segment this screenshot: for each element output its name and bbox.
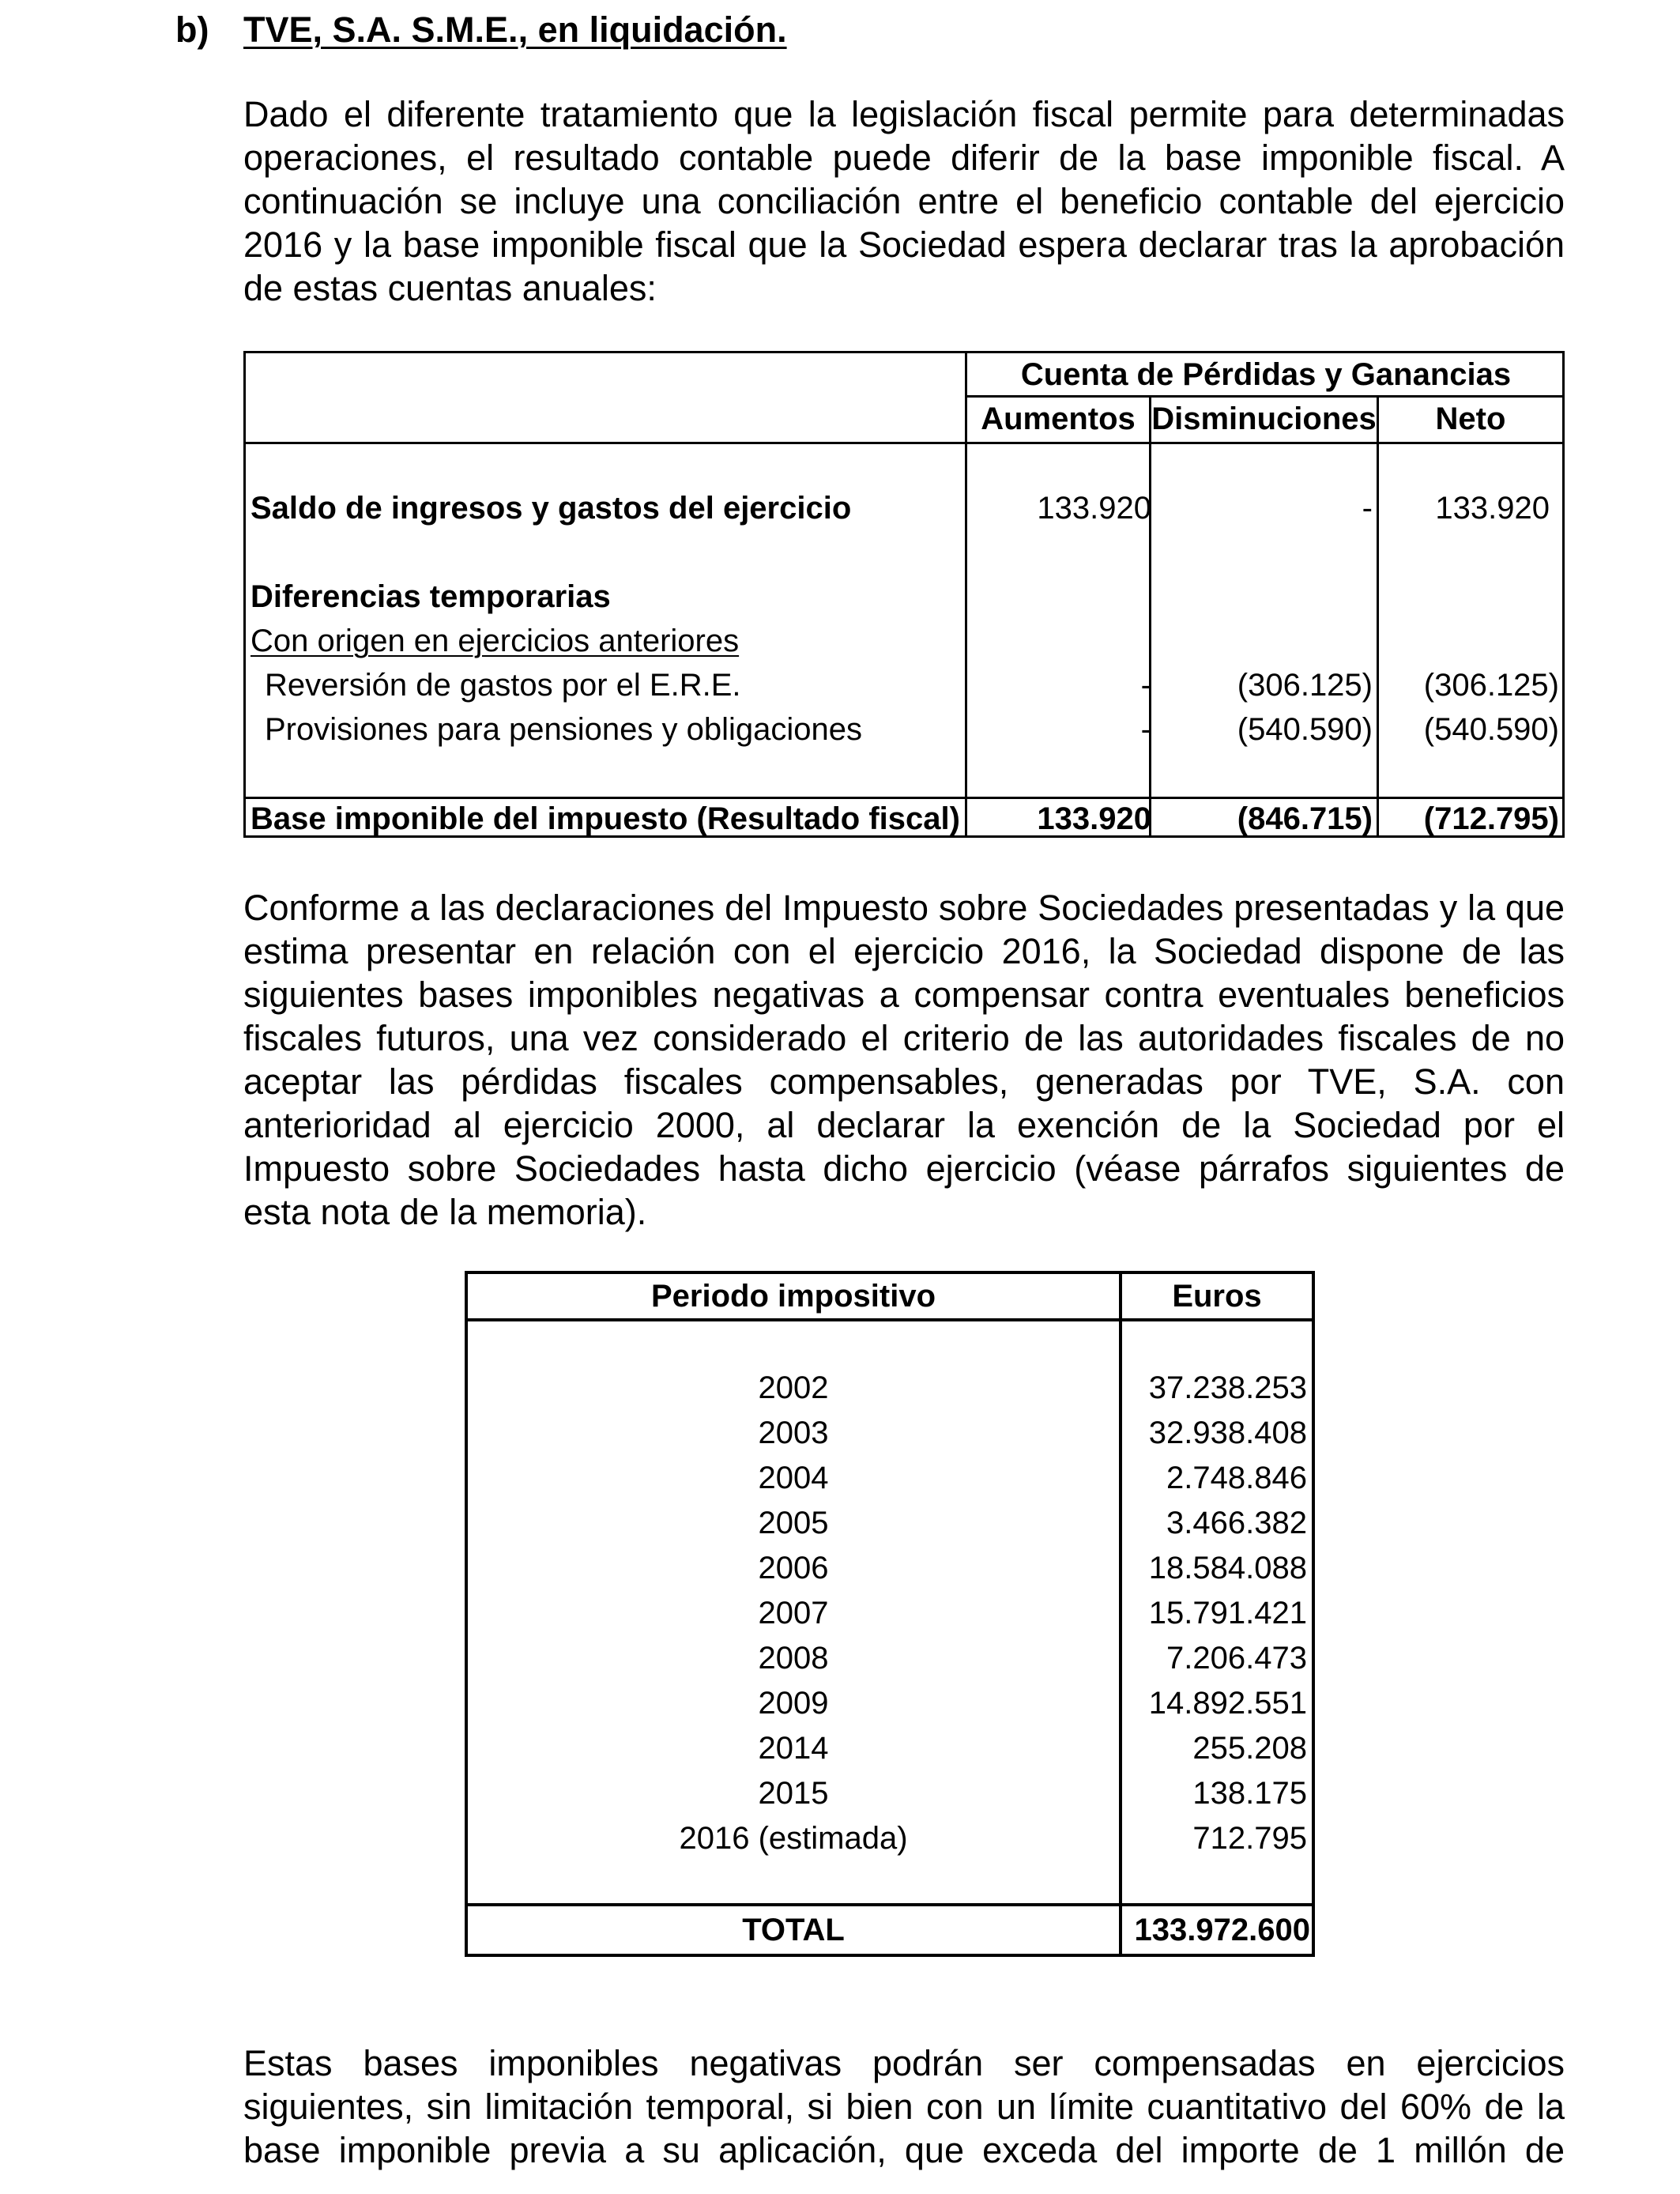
detail-row-disminuciones: (540.590) [1237, 712, 1373, 747]
total-neto: (712.795) [1423, 801, 1559, 836]
column-header-disminuciones: Disminuciones [1151, 401, 1377, 436]
detail-row-aumentos: - [1140, 668, 1151, 703]
diferencias-label: Diferencias temporarias [250, 579, 611, 614]
period-cell: 2005 [758, 1506, 829, 1540]
saldo-neto: 133.920 [1435, 491, 1550, 526]
table-divider [468, 1903, 1312, 1906]
euros-cell: 138.175 [1192, 1776, 1307, 1811]
total-aumentos: 133.920 [1037, 801, 1151, 836]
period-cell: 2014 [758, 1731, 829, 1766]
column-header-neto: Neto [1435, 401, 1506, 436]
section-letter: b) [175, 9, 209, 50]
total-euros: 133.972.600 [1134, 1913, 1310, 1947]
period-cell: 2015 [758, 1776, 829, 1811]
period-cell: 2009 [758, 1686, 829, 1721]
detail-row-aumentos: - [1140, 712, 1151, 747]
period-cell: 2003 [758, 1416, 829, 1450]
period-cell: 2004 [758, 1461, 829, 1495]
euros-cell: 3.466.382 [1166, 1506, 1307, 1540]
euros-cell: 255.208 [1192, 1731, 1307, 1766]
detail-row-label: Reversión de gastos por el E.R.E. [265, 668, 741, 703]
saldo-disminuciones: - [1362, 491, 1373, 526]
euros-cell: 37.238.253 [1148, 1370, 1307, 1405]
euros-cell: 32.938.408 [1148, 1416, 1307, 1450]
table-divider [246, 442, 1562, 444]
origen-label: Con origen en ejercicios anteriores [250, 624, 740, 658]
column-header-aumentos: Aumentos [981, 401, 1136, 436]
table-divider [1149, 398, 1151, 835]
period-cell: 2002 [758, 1370, 829, 1405]
euros-cell: 18.584.088 [1148, 1551, 1307, 1585]
detail-row-neto: (540.590) [1423, 712, 1559, 747]
group-header: Cuenta de Pérdidas y Ganancias [1020, 357, 1512, 392]
euros-cell: 14.892.551 [1148, 1686, 1307, 1721]
detail-row-neto: (306.125) [1423, 668, 1559, 703]
period-cell: 2008 [758, 1641, 829, 1676]
detail-row-label: Provisiones para pensiones y obligaciones [265, 712, 863, 747]
bases-paragraph: Conforme a las declaraciones del Impuesto sobre Sociedades presentadas y la que estima presentar en relación con el ejercicio 2016, la Sociedad dispone de las siguientes bases imponibles negativas a compensar contra eventuales beneficios fiscales futuros, una vez considerado el criterio de las autoridades fiscales de no aceptar las pérdidas fiscales compensables, generadas por TVE, S.A. con anterioridad al ejercicio 2000, al declarar la exención de la Sociedad por el Impuesto sobre Sociedades hasta dicho ejercicio (véase párrafos siguientes de esta nota de la memoria). [243, 888, 1565, 1232]
saldo-label: Saldo de ingresos y gastos del ejercicio [250, 491, 852, 526]
intro-paragraph: Dado el diferente tratamiento que la legislación fiscal permite para determinadas operaciones, el resultado contable puede diferir de la base imponible fiscal. A continuación se incluye una conciliación entre el beneficio contable del ejercicio 2016 y la base imponible fiscal que la Sociedad espera declarar tras la aprobación de estas cuentas anuales: [243, 94, 1565, 308]
euros-cell: 2.748.846 [1166, 1461, 1307, 1495]
euros-cell: 712.795 [1192, 1821, 1307, 1856]
column-header-periodo: Periodo impositivo [650, 1279, 936, 1314]
closing-paragraph: Estas bases imponibles negativas podrán ser compensadas en ejercicios siguientes, sin limitación temporal, si bien con un límite cuantitativo del 60% de la base imponible previa a su aplicación, que exceda del importe de 1 millón de [243, 2043, 1565, 2170]
period-cell: 2007 [758, 1596, 829, 1630]
period-cell: 2006 [758, 1551, 829, 1585]
detail-row-disminuciones: (306.125) [1237, 668, 1373, 703]
reconciliation-table [243, 351, 1565, 838]
section-title: TVE, S.A. S.M.E., en liquidación. [243, 9, 787, 50]
tax-bases-table [465, 1271, 1315, 1957]
euros-cell: 15.791.421 [1148, 1596, 1307, 1630]
table-divider [1377, 398, 1379, 835]
period-cell: 2016 (estimada) [679, 1821, 908, 1856]
saldo-aumentos: 133.920 [1037, 491, 1151, 526]
table-divider [965, 395, 1562, 398]
column-header-euros: Euros [1172, 1279, 1262, 1314]
total-label: TOTAL [742, 1913, 845, 1947]
total-disminuciones: (846.715) [1237, 801, 1373, 836]
euros-cell: 7.206.473 [1166, 1641, 1307, 1676]
total-label: Base imponible del impuesto (Resultado fiscal) [250, 801, 960, 836]
